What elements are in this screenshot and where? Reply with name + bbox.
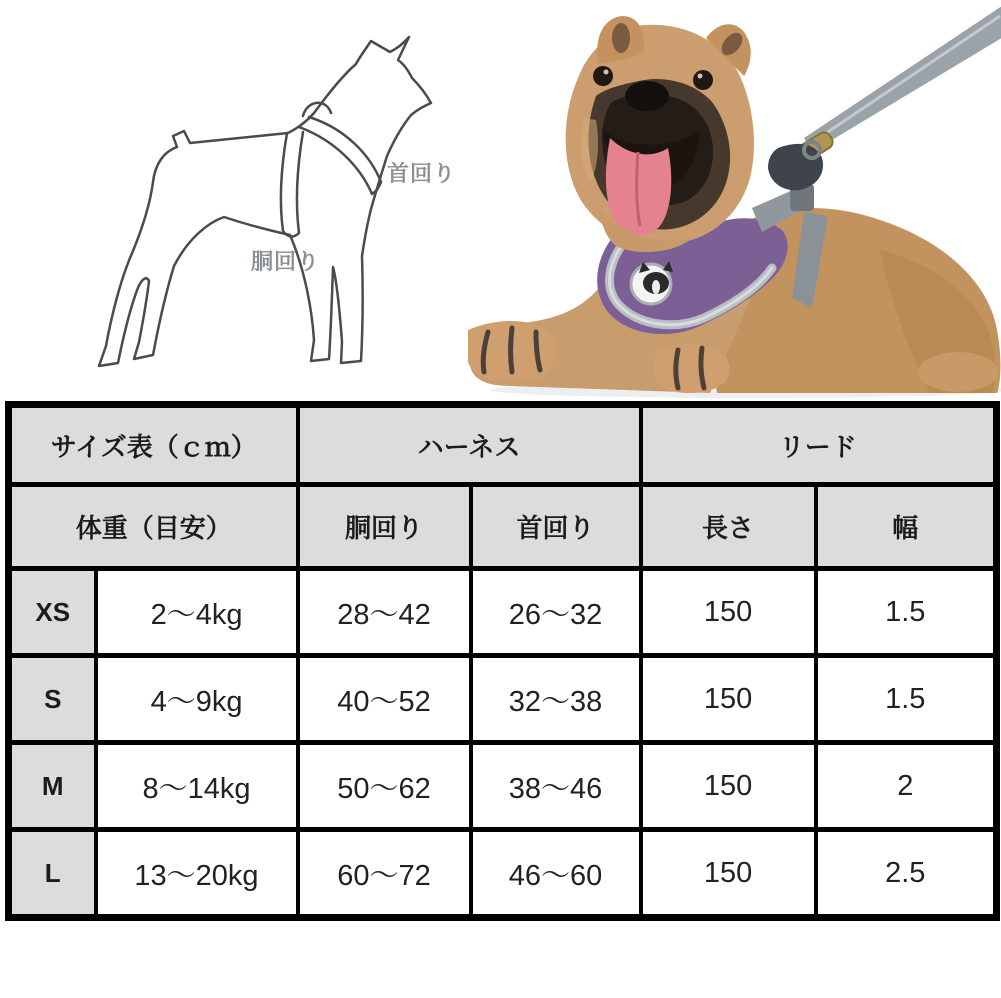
product-photo-dog-harness [460,0,1001,400]
size-table [5,401,1000,921]
width-cell: 2.5 [816,830,997,918]
size-cell: XS [9,569,96,656]
col-header-length: 長さ [641,485,816,569]
weight-cell: 13～20kg [96,830,298,918]
ear-left-inner [612,23,630,53]
dog-outline [99,37,431,366]
group-header-harness: ハーネス [298,405,641,485]
eye-left [593,66,613,86]
table-group-header-row [9,405,997,485]
bulldog-face-logo-blaze [652,280,660,294]
table-row-l [9,830,997,918]
neck-cell: 32～38 [471,656,641,743]
length-cell: 150 [641,569,816,656]
chest-cell: 28～42 [298,569,471,656]
dog-measurement-drawing [60,20,480,380]
front-paw-right [653,344,730,393]
neck-cell: 46～60 [471,830,641,918]
eye-right [693,70,713,90]
neck-cell: 26～32 [471,569,641,656]
col-header-neck: 首回り [471,485,641,569]
width-cell: 1.5 [816,656,997,743]
chest-cell: 40～52 [298,656,471,743]
col-header-weight: 体重（目安） [9,485,298,569]
table-row-xs [9,569,997,656]
neck-cell: 38～46 [471,743,641,830]
eye-right-glint [698,74,703,79]
girth-measure-label: 胴回り [251,249,321,274]
width-cell: 2 [816,743,997,830]
nose [625,81,669,111]
chest-cell: 60～72 [298,830,471,918]
leash-highlight [810,16,1000,144]
width-cell: 1.5 [816,569,997,656]
weight-cell: 2～4kg [96,569,298,656]
size-cell: L [9,830,96,918]
eye-left-glint [604,70,609,75]
weight-cell: 8～14kg [96,743,298,830]
weight-cell: 4～9kg [96,656,298,743]
back-mount [768,144,823,190]
table-row-s [9,656,997,743]
size-cell: S [9,656,96,743]
neck-measure-label: 首回り [387,161,457,186]
col-header-chest: 胴回り [298,485,471,569]
hind-paw [918,352,998,392]
size-table-container [5,401,993,921]
length-cell: 150 [641,743,816,830]
table-row-m [9,743,997,830]
table-title-cell: サイズ表（ｃｍ） [9,405,298,485]
col-header-width: 幅 [816,485,997,569]
length-cell: 150 [641,656,816,743]
length-cell: 150 [641,830,816,918]
group-header-lead: リード [641,405,997,485]
size-cell: M [9,743,96,830]
chest-cell: 50～62 [298,743,471,830]
table-subheader-row [9,485,997,569]
